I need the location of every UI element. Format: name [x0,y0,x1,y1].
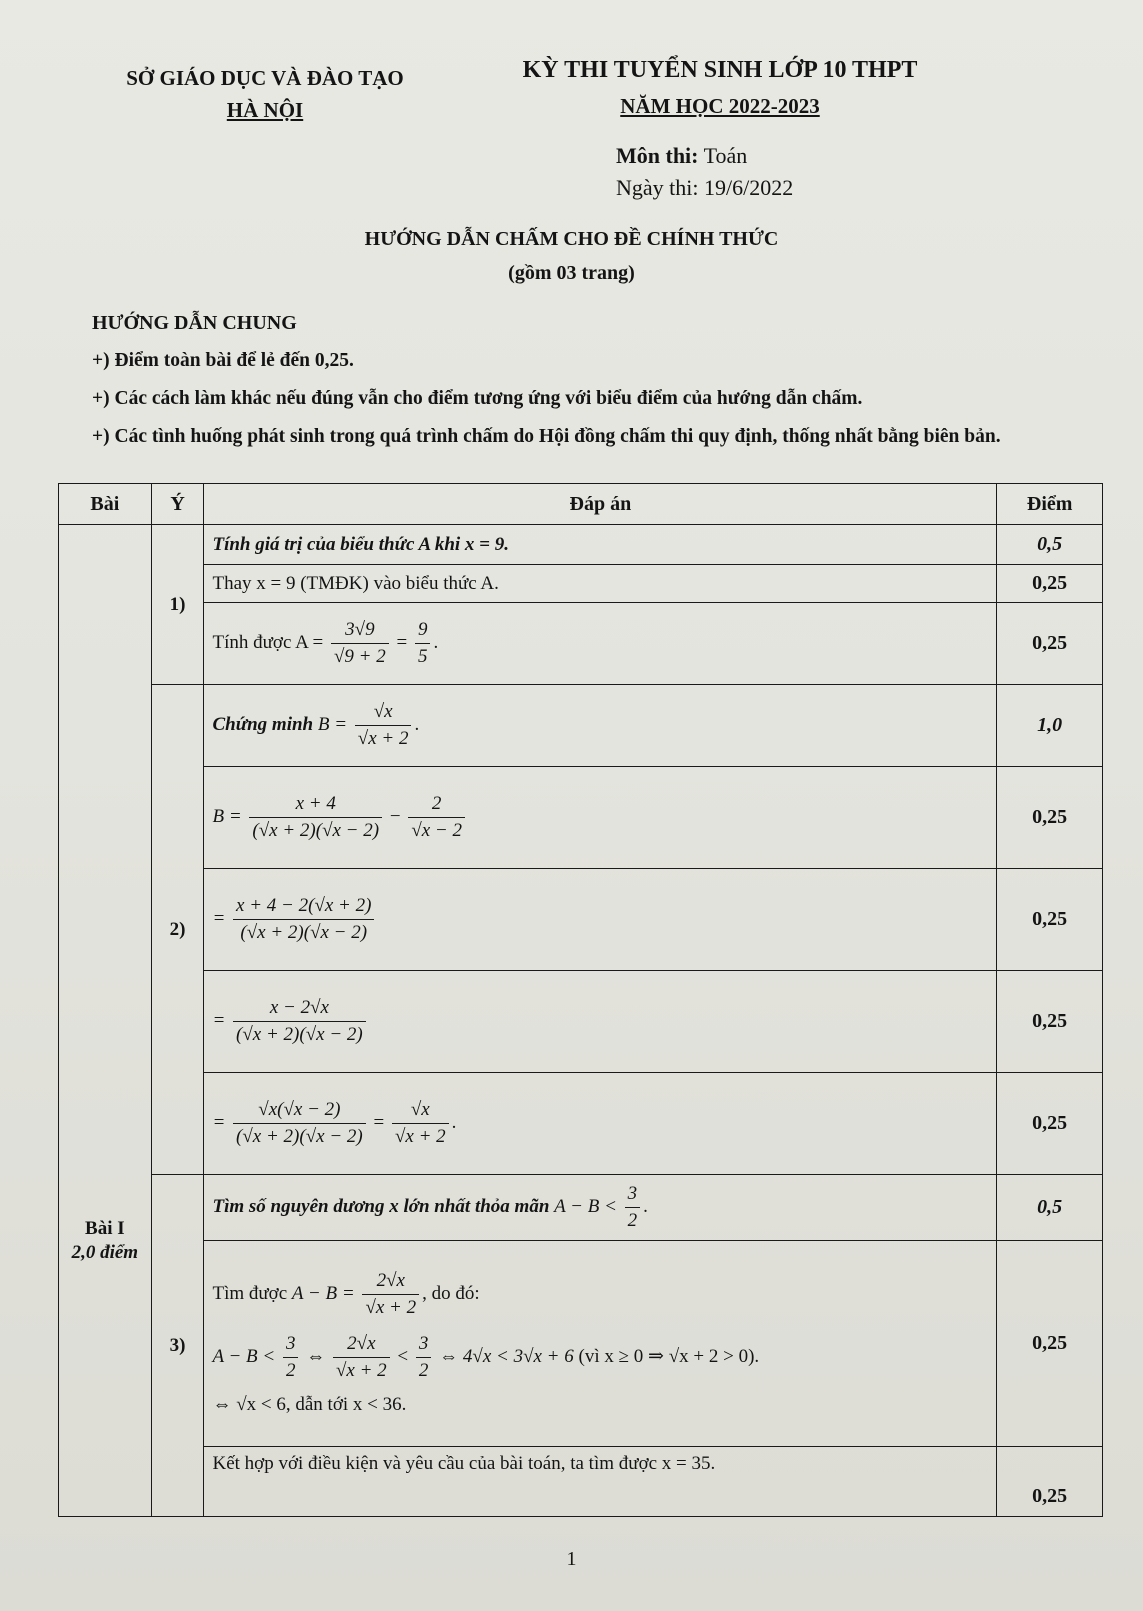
table-row [59,971,1103,1073]
school-year: NĂM HỌC 2022-2023 [620,94,820,118]
page-number: 1 [566,1548,577,1570]
points-cell [997,565,1103,603]
document-title-block [0,222,1143,290]
part2-task: Chứng minh [212,713,314,735]
table-row [59,1241,1103,1447]
exam-info [616,140,793,204]
math-expr: A − B < [554,1195,622,1217]
subject-value: Toán [703,143,748,168]
header-bai: Bài [59,484,152,525]
math-expr: B = [212,805,242,827]
answer-cell [204,565,997,603]
general-item: +) Các cách làm khác nếu đúng vẫn cho điểm tương ứng với biểu điểm của hướng dẫn chấm. [92,388,863,409]
part3-task-cell: Tìm số nguyên dương x lớn nhất thỏa mãn A − B < $\frac{3}{2}$ . [204,1175,997,1241]
table-row [59,603,1103,685]
math-fraction: $\frac{√x}{√x + 2}$ [392,1097,449,1150]
points-value: 0,25 [1032,1485,1068,1507]
answer-table [58,483,1103,1517]
math-fraction: $\frac{2}{√x - 2}$ [408,791,465,844]
points-value: 1,0 [1037,714,1063,736]
general-item: +) Các tình huống phát sinh trong quá trình chấm do Hội đồng chấm thi quy định, thống nhất bằng biên bản. [92,426,1001,447]
header-diem: Điểm [997,484,1103,525]
subject-label: Môn thi: [616,143,699,168]
city-name: HÀ NỘI [226,98,304,122]
math-fraction: $\frac{x + 4}{(√x + 2)(√x - 2)}$ [249,791,382,844]
points-cell [997,767,1103,869]
answer-line [212,1268,996,1321]
points-value: 0,25 [1032,572,1068,594]
part1-task-cell [204,525,997,565]
table-row [59,685,1103,767]
math-expr: ⇔ 4√x < 3√x + 6 [439,1345,579,1367]
answer-cell [204,1447,997,1517]
part1-task: Tính giá trị của biểu thức A khi x = 9. [212,533,510,555]
math-fraction: $\frac{2√x}{√x + 2}$ [362,1268,419,1321]
bai-points: 2,0 điểm [71,1241,139,1263]
math-fraction: $\frac{3}{2}$ [416,1331,432,1384]
date-label: Ngày thi: [616,175,699,200]
math-fraction: $\frac{x + 4 - 2(√x + 2)}{(√x + 2)(√x - 2)}$ [233,893,374,946]
math-expr: = [212,907,226,929]
date-value: 19/6/2022 [704,175,794,200]
general-item: +) Điểm toàn bài để lẻ đến 0,25. [92,350,354,371]
points-value: 0,25 [1032,908,1068,930]
table-row [59,1073,1103,1175]
answer-text: (vì x ≥ 0 ⇒ √x + 2 > 0). [578,1345,760,1367]
table-header-row [59,484,1103,525]
table-row [59,565,1103,603]
points-cell [997,603,1103,685]
points-cell [997,1447,1103,1517]
answer-text: Tính được A = [212,631,324,653]
points-value: 0,25 [1032,806,1068,828]
math-expr: = [212,1111,226,1133]
table-row [59,869,1103,971]
points-cell [997,525,1103,565]
math-fraction: $\frac{3}{2}$ [283,1331,299,1384]
answer-cell [204,869,997,971]
points-cell [997,971,1103,1073]
answer-text: Thay x = 9 (TMĐK) vào biểu thức A. [212,572,499,594]
bai-name: Bài I [85,1217,125,1239]
table-row [59,1175,1103,1241]
math-expr: = [212,1009,226,1031]
math-fraction: $\frac{3√9}{√9 + 2}$ [331,617,389,670]
math-fraction: $\frac{9}{5}$ [415,617,431,670]
points-value: 0,25 [1032,632,1068,654]
general-instructions [92,304,1001,456]
math-expr: A − B < [212,1345,276,1367]
points-cell [997,869,1103,971]
document-title: HƯỚNG DẪN CHẤM CHO ĐỀ CHÍNH THỨC [364,228,779,250]
part-label: 2) [151,685,204,1175]
department-name: SỞ GIÁO DỤC VÀ ĐÀO TẠO [126,66,404,90]
points-cell [997,1241,1103,1447]
math-expr: B = [317,713,352,735]
part-label: 3) [151,1175,204,1517]
math-fraction: $\frac{x - 2√x}{(√x + 2)(√x - 2)}$ [233,995,366,1048]
part3-task: Tìm số nguyên dương x lớn nhất thỏa mãn [212,1195,550,1217]
document-subtitle: (gồm 03 trang) [508,262,635,284]
points-value: 0,5 [1037,1196,1063,1218]
points-cell [997,685,1103,767]
part2-task-cell: Chứng minh B = $\frac{√x}{√x + 2}$ . [204,685,997,767]
answer-cell [204,971,997,1073]
general-heading: HƯỚNG DẪN CHUNG [92,312,297,334]
math-fraction: $\frac{3}{2}$ [625,1181,641,1234]
part-label: 1) [151,525,204,685]
answer-text: ⇔ √x < 6, dẫn tới x < 36. [212,1393,407,1415]
points-value: 0,25 [1032,1112,1068,1134]
math-fraction: $\frac{√x(√x - 2)}{(√x + 2)(√x - 2)}$ [233,1097,366,1150]
bai-cell [59,525,152,1517]
header-y: Ý [151,484,204,525]
answer-line: A − B < $\frac{3}{2}$ ⇔ $\frac{2√x}{√x + 2}$ < $\frac{3}{2}$ ⇔ 4√x < 3√x + 6 (vì x ≥ 0 ⇒ √x + 2 > 0). [212,1331,996,1384]
points-value: 0,25 [1032,1010,1068,1032]
exam-header [460,52,980,124]
math-fraction: $\frac{2√x}{√x + 2}$ [333,1331,390,1384]
exam-title: KỲ THI TUYỂN SINH LỚP 10 THPT [522,57,918,83]
points-value: 0,5 [1037,533,1063,555]
points-cell [997,1073,1103,1175]
department-header [110,62,420,126]
answer-cell [204,1241,997,1447]
answer-cell: B = $\frac{x + 4}{(√x + 2)(√x - 2)}$ − $\frac{2}{√x - 2}$ [204,767,997,869]
answer-cell: Tính được A = $\frac{3√9}{√9 + 2}$ = $\frac{9}{5}$ . [204,603,997,685]
answer-cell: = $\frac{√x(√x - 2)}{(√x + 2)(√x - 2)}$ = $\frac{√x}{√x + 2}$ . [204,1073,997,1175]
answer-text: Kết hợp với điều kiện và yêu cầu của bài toán, ta tìm được x = 35. [212,1453,716,1474]
points-cell [997,1175,1103,1241]
answer-text: , do đó: [422,1282,480,1304]
points-value: 0,25 [1032,1332,1068,1354]
answer-text: Tìm được [212,1282,288,1304]
table-row [59,1447,1103,1517]
table-row [59,767,1103,869]
header-dap-an: Đáp án [204,484,997,525]
math-fraction: $\frac{√x}{√x + 2}$ [355,699,412,752]
table-row [59,525,1103,565]
math-expr: A − B = [291,1282,360,1304]
